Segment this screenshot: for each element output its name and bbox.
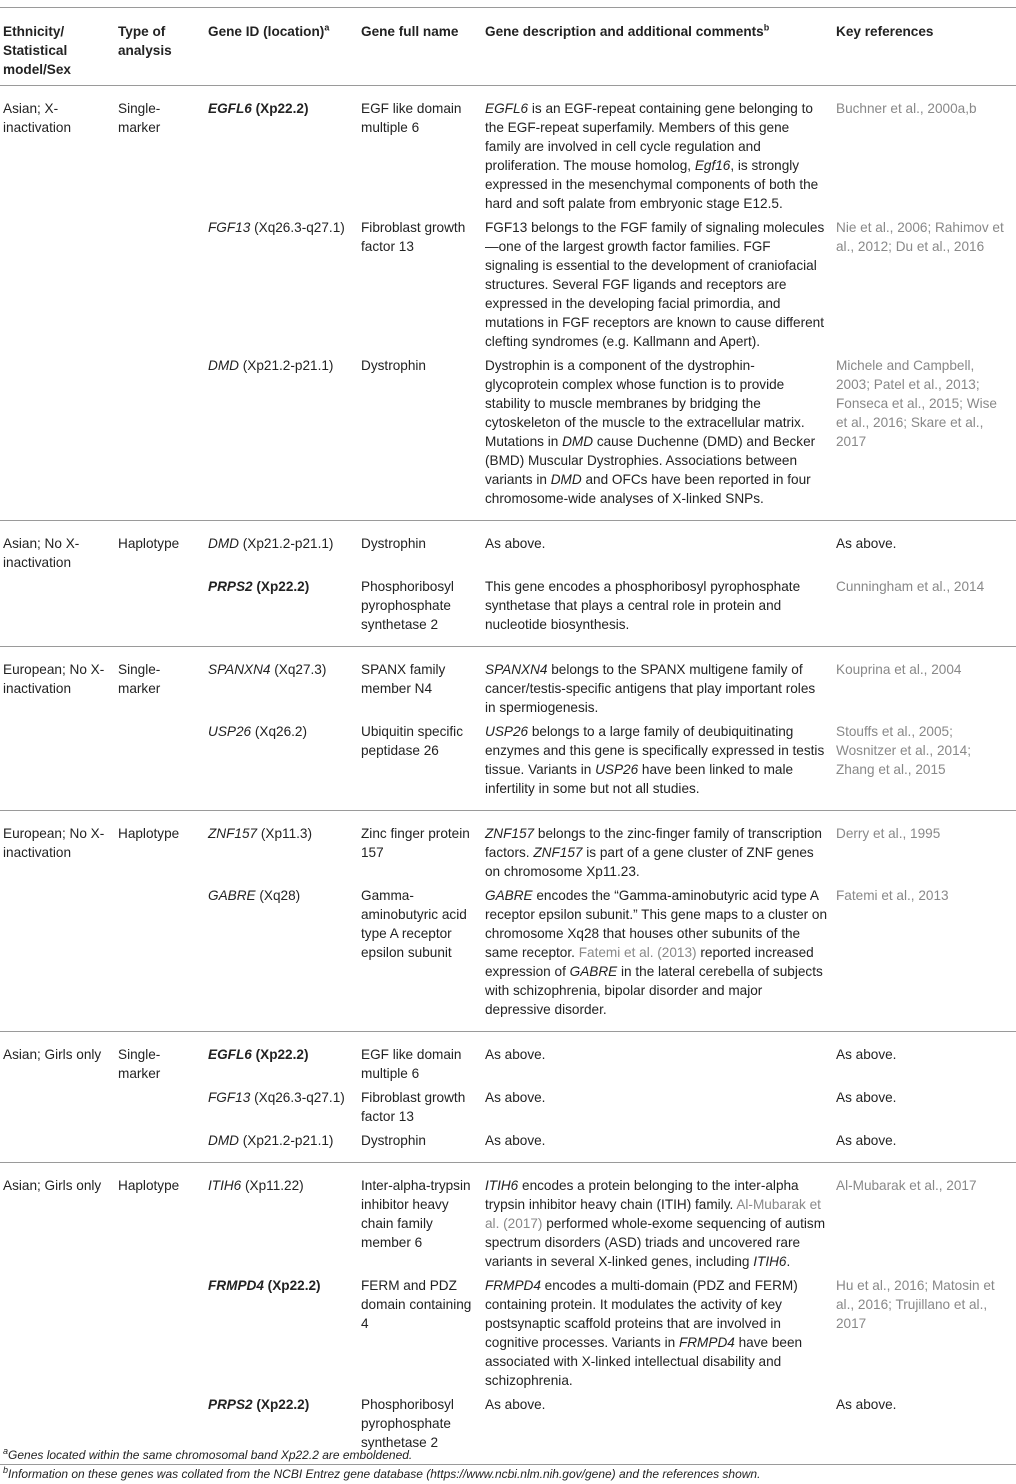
- gene-symbol: FGF13: [208, 220, 251, 235]
- cell-gene-id: [204, 1131, 357, 1163]
- cell-gene-id: [204, 577, 357, 647]
- footnote-b-marker: b: [763, 22, 770, 33]
- cell-gene-id: [204, 521, 357, 578]
- gene-symbol: SPANXN4: [208, 662, 271, 677]
- cell-gene-id: [204, 1163, 357, 1277]
- table-group: [0, 811, 1016, 1032]
- table-row: [0, 218, 1016, 356]
- gene-symbol: DMD: [208, 358, 239, 373]
- cell-analysis-type: [114, 722, 204, 811]
- cell-gene-full-name: Fibroblast growth factor 13: [361, 1090, 466, 1124]
- cell-gene-full-name: Fibroblast growth factor 13: [361, 220, 466, 254]
- gene-location: (Xq26.2): [254, 724, 307, 739]
- table-row: [0, 577, 1016, 647]
- cell-analysis-type: [114, 886, 204, 1032]
- cell-gene-id: [204, 1032, 357, 1089]
- table-footnotes: [3, 1446, 1013, 1484]
- footnote-b-mark: b: [3, 1465, 9, 1475]
- cell-gene-description: ZNF157 belongs to the zinc-finger family of transcription factors. ZNF157 is part of a gene cluster of ZNF genes on chromosome Xp11.23.: [485, 826, 822, 879]
- gene-symbol: PRPS2: [208, 1397, 253, 1412]
- cell-gene-full-name: Ubiquitin specific peptidase 26: [361, 724, 463, 758]
- cell-ethnicity: [0, 356, 114, 521]
- header-ethnicity: Ethnicity/ Statistical model/Sex: [3, 24, 71, 77]
- cell-key-references: Kouprina et al., 2004: [836, 662, 962, 677]
- table-group: [0, 1032, 1016, 1163]
- cell-ethnicity: [0, 1088, 114, 1131]
- footnote-a-marker: a: [324, 22, 330, 33]
- cell-gene-id: [204, 218, 357, 356]
- gene-location: (Xq28): [259, 888, 301, 903]
- cell-gene-full-name: Phosphoribosyl pyrophosphate synthetase 2: [361, 1397, 454, 1450]
- cell-gene-id: [204, 1088, 357, 1131]
- table-row: [0, 1032, 1016, 1089]
- cell-analysis-type: Haplotype: [118, 826, 180, 841]
- cell-gene-description: As above.: [485, 1047, 546, 1062]
- gene-symbol: EGFL6: [208, 101, 252, 116]
- gene-location: (Xp22.2): [267, 1278, 321, 1293]
- table-row: [0, 722, 1016, 811]
- cell-gene-full-name: FERM and PDZ domain containing 4: [361, 1278, 472, 1331]
- cell-ethnicity: [0, 1276, 114, 1395]
- gene-symbol: GABRE: [208, 888, 256, 903]
- table-row: [0, 886, 1016, 1032]
- cell-gene-description: FRMPD4 encodes a multi-domain (PDZ and FERM) containing protein. It modulates the activity of key postsynaptic scaffold proteins that are involved in cognitive processes. Variants in FRMPD4 have been associated with X-linked intellectual disability and schizophrenia.: [485, 1278, 803, 1388]
- cell-gene-description: EGFL6 is an EGF-repeat containing gene belonging to the EGF-repeat superfamily. Members of this gene family are involved in cell cycle regulation and proliferation. The mouse homolog, Egf16, is strongly expressed in the mesenchymal components of both the hard and soft palate from embryonic stage E12.5.: [485, 101, 819, 211]
- cell-gene-description: This gene encodes a phosphoribosyl pyrophosphate synthetase that plays a central role in protein and nucleotide biosynthesis.: [485, 579, 801, 632]
- gene-symbol: EGFL6: [208, 1047, 252, 1062]
- cell-analysis-type: [114, 1131, 204, 1163]
- gene-location: (Xp22.2): [256, 579, 310, 594]
- gene-location: (Xp22.2): [255, 101, 309, 116]
- cell-ethnicity: Asian; X-inactivation: [3, 101, 72, 135]
- cell-gene-full-name: Dystrophin: [361, 1133, 426, 1148]
- cell-gene-description: As above.: [485, 1397, 546, 1412]
- table-row: [0, 356, 1016, 521]
- cell-ethnicity: [0, 577, 114, 647]
- cell-gene-description: As above.: [485, 536, 546, 551]
- footnote-a: [3, 1446, 1013, 1465]
- cell-analysis-type: Single-marker: [118, 662, 161, 696]
- cell-key-references: As above.: [836, 1090, 897, 1105]
- footnote-a-mark: a: [3, 1446, 9, 1456]
- gene-symbol: DMD: [208, 1133, 239, 1148]
- table-row: [0, 647, 1016, 723]
- cell-gene-description: Dystrophin is a component of the dystrophin-glycoprotein complex whose function is to provide stability to muscle membranes by bridging the cytoskeleton of the muscle to the extracellular matrix. Mutations in DMD cause Duchenne (DMD) and Becker (BMD) Muscular Dystrophies. Associations between variants in DMD and OFCs have been reported in four chromosome-wide analyses of X-linked SNPs.: [485, 358, 816, 506]
- cell-gene-description: USP26 belongs to a large family of deubiquitinating enzymes and this gene is specifically expressed in testis tissue. Variants in USP26 have been linked to male infertility in some but not all studies.: [485, 724, 825, 796]
- table-row: [0, 521, 1016, 578]
- gene-location: (Xp21.2-p21.1): [242, 358, 334, 373]
- cell-analysis-type: Single-marker: [118, 1047, 161, 1081]
- cell-gene-description: GABRE encodes the “Gamma-aminobutyric acid type A receptor epsilon subunit.” This gene maps to a cluster on chromosome Xq28 that houses other subunits of the same receptor. Fatemi et al. (2013) reported increased expression of GABRE in the lateral cerebella of subjects with schizophrenia, bipolar disorder and major depressive disorder.: [485, 888, 828, 1017]
- cell-key-references: As above.: [836, 536, 897, 551]
- cell-ethnicity: Asian; Girls only: [3, 1178, 102, 1193]
- footnote-a-text: Genes located within the same chromosomal band Xp22.2 are emboldened.: [8, 1448, 413, 1462]
- cell-gene-description: FGF13 belongs to the FGF family of signaling molecules—one of the largest growth factor families. FGF signaling is essential to the development of craniofacial structures. Several FGF ligands and receptors are expressed in the developing facial primordia, and mutations in FGF receptors are known to cause different clefting syndromes (e.g. Kallmann and Apert).: [485, 220, 825, 349]
- gene-location: (Xp21.2-p21.1): [242, 1133, 334, 1148]
- cell-key-references: Michele and Campbell, 2003; Patel et al., 2013; Fonseca et al., 2015; Wise et al., 2016; Skare et al., 2017: [836, 358, 997, 449]
- cell-gene-full-name: Dystrophin: [361, 536, 426, 551]
- cell-key-references: Nie et al., 2006; Rahimov et al., 2012; Du et al., 2016: [836, 220, 1004, 254]
- cell-key-references: Fatemi et al., 2013: [836, 888, 949, 903]
- gene-location: (Xp21.2-p21.1): [242, 536, 334, 551]
- cell-analysis-type: [114, 356, 204, 521]
- cell-key-references: Hu et al., 2016; Matosin et al., 2016; Trujillano et al., 2017: [836, 1278, 995, 1331]
- table-group: [0, 521, 1016, 647]
- cell-gene-description: SPANXN4 belongs to the SPANX multigene family of cancer/testis-specific antigens that play important roles in spermiogenesis.: [485, 662, 816, 715]
- cell-analysis-type: [114, 577, 204, 647]
- cell-analysis-type: [114, 218, 204, 356]
- header-gene-description-text: Gene description and additional comments: [485, 24, 764, 39]
- cell-gene-full-name: SPANX family member N4: [361, 662, 446, 696]
- cell-ethnicity: [0, 218, 114, 356]
- cell-gene-full-name: EGF like domain multiple 6: [361, 1047, 462, 1081]
- cell-ethnicity: European; No X-inactivation: [3, 826, 105, 860]
- header-key-references: Key references: [836, 24, 934, 39]
- cell-analysis-type: [114, 1276, 204, 1395]
- gene-location: (Xp11.3): [260, 826, 313, 841]
- table-row: [0, 1088, 1016, 1131]
- gene-location: (Xq26.3-q27.1): [254, 220, 345, 235]
- table-row: [0, 1276, 1016, 1395]
- cell-gene-id: [204, 647, 357, 723]
- table-row: [0, 1131, 1016, 1163]
- cell-gene-full-name: Gamma-aminobutyric acid type A receptor epsilon subunit: [361, 888, 467, 960]
- table-group: [0, 647, 1016, 811]
- cell-gene-id: [204, 356, 357, 521]
- table-row: [0, 811, 1016, 887]
- cell-key-references: Stouffs et al., 2005; Wosnitzer et al., 2014; Zhang et al., 2015: [836, 724, 972, 777]
- cell-ethnicity: European; No X-inactivation: [3, 662, 105, 696]
- cell-analysis-type: Haplotype: [118, 536, 180, 551]
- cell-gene-id: [204, 886, 357, 1032]
- gene-symbol: FGF13: [208, 1090, 251, 1105]
- footnote-b-text: Information on these genes was collated from the NCBI Entrez gene database (https://www.ncbi.nlm.nih.gov/gene) and the references shown.: [8, 1467, 761, 1481]
- gene-symbol: FRMPD4: [208, 1278, 264, 1293]
- cell-gene-full-name: Dystrophin: [361, 358, 426, 373]
- footnote-b: [3, 1465, 1013, 1484]
- cell-gene-full-name: Inter-alpha-trypsin inhibitor heavy chain family member 6: [361, 1178, 471, 1250]
- cell-gene-description: ITIH6 encodes a protein belonging to the inter-alpha trypsin inhibitor heavy chain (ITIH) family. Al-Mubarak et al. (2017) performed whole-exome sequencing of autism spectrum disorders (ASD) triads and uncovered rare variants in several X-linked genes, including ITIH6.: [485, 1178, 826, 1269]
- cell-key-references: Derry et al., 1995: [836, 826, 941, 841]
- gene-symbol: ZNF157: [208, 826, 258, 841]
- cell-gene-full-name: Zinc finger protein 157: [361, 826, 470, 860]
- cell-analysis-type: Haplotype: [118, 1178, 180, 1193]
- cell-ethnicity: [0, 722, 114, 811]
- header-gene-full-name: Gene full name: [361, 24, 459, 39]
- cell-analysis-type: [114, 1088, 204, 1131]
- cell-gene-full-name: Phosphoribosyl pyrophosphate synthetase 2: [361, 579, 454, 632]
- cell-gene-id: [204, 86, 357, 219]
- cell-key-references: As above.: [836, 1047, 897, 1062]
- cell-key-references: As above.: [836, 1397, 897, 1412]
- gene-location: (Xq27.3): [274, 662, 327, 677]
- cell-ethnicity: [0, 886, 114, 1032]
- cell-gene-description: As above.: [485, 1090, 546, 1105]
- cell-gene-full-name: EGF like domain multiple 6: [361, 101, 462, 135]
- cell-key-references: As above.: [836, 1133, 897, 1148]
- header-gene-id: [204, 8, 357, 86]
- gene-symbol: DMD: [208, 536, 239, 551]
- cell-ethnicity: Asian; Girls only: [3, 1047, 102, 1062]
- table-row: [0, 1163, 1016, 1277]
- gene-symbol: ITIH6: [208, 1178, 242, 1193]
- header-gene-description: [481, 8, 832, 86]
- cell-key-references: Al-Mubarak et al., 2017: [836, 1178, 977, 1193]
- gene-symbol: PRPS2: [208, 579, 253, 594]
- cell-ethnicity: [0, 1131, 114, 1163]
- gene-location: (Xp22.2): [256, 1397, 310, 1412]
- gene-location: (Xq26.3-q27.1): [254, 1090, 345, 1105]
- header-gene-id-text: Gene ID (location): [208, 24, 325, 39]
- cell-ethnicity: Asian; No X-inactivation: [3, 536, 80, 570]
- gene-table: [0, 8, 1016, 1465]
- cell-gene-description: As above.: [485, 1133, 546, 1148]
- cell-gene-id: [204, 722, 357, 811]
- cell-key-references: Buchner et al., 2000a,b: [836, 101, 977, 116]
- table-row: [0, 86, 1016, 219]
- gene-location: (Xp22.2): [255, 1047, 309, 1062]
- table-group: [0, 1163, 1016, 1465]
- gene-location: (Xp11.22): [245, 1178, 304, 1193]
- header-analysis-type: Type of analysis: [118, 24, 172, 58]
- cell-analysis-type: Single-marker: [118, 101, 161, 135]
- cell-gene-id: [204, 811, 357, 887]
- table-group: [0, 86, 1016, 521]
- gene-symbol: USP26: [208, 724, 252, 739]
- cell-gene-id: [204, 1276, 357, 1395]
- caption-strip-cut-off: [0, 0, 1016, 8]
- table-header: [0, 8, 1016, 86]
- cell-key-references: Cunningham et al., 2014: [836, 579, 985, 594]
